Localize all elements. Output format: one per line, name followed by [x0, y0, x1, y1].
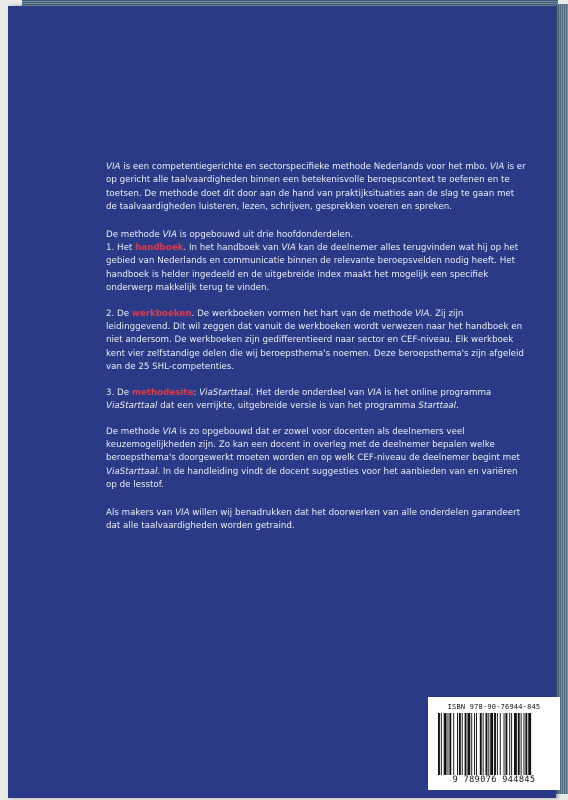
- werkboeken-highlight: werkboeken: [131, 308, 192, 319]
- barcode-bar: [504, 713, 505, 775]
- barcode-bar: [453, 713, 454, 775]
- barcode-bar: [471, 713, 472, 775]
- barcode-bar: [459, 713, 461, 775]
- barcode-bar: [494, 713, 496, 775]
- handboek-highlight: handboek: [135, 243, 184, 254]
- barcode-bar: [474, 713, 475, 775]
- barcode-bar: [488, 713, 489, 775]
- barcode-bar: [483, 713, 484, 775]
- barcode-bar: [467, 713, 470, 775]
- item-werkboeken: 2. De werkboeken. De werkboeken vormen het hart van de methode VIA. Zij zijn leidinggevend. Dit wil zeggen dat vanuit de werkboeken wordt verwezen naar het handboek en niet andersom. De werkboeken zijn gedifferentieerd naar sector en CEF-niveau. Elk werkboek kent vier zelfstandige delen die wij beroepsthema's noemen. Deze beroepsthema's zijn afgeleid van de 25 SHL-competenties.: [106, 308, 524, 373]
- barcode-label: [428, 697, 560, 790]
- barcode-bar: [486, 713, 488, 775]
- barcode-bar: [514, 713, 517, 775]
- barcode-bar: [448, 713, 449, 775]
- barcode-digits: 9 789076 944845: [452, 775, 536, 785]
- barcode-bar: [521, 713, 522, 775]
- methodesite-highlight: methodesite: [131, 387, 194, 398]
- barcode-bar: [509, 713, 510, 775]
- barcode-bar: [511, 713, 512, 775]
- barcode-bar: [444, 713, 447, 775]
- barcode-bar: [497, 713, 498, 775]
- page-edges-right: [554, 4, 568, 794]
- barcode-bar: [518, 713, 520, 775]
- barcode-bar: [476, 713, 477, 775]
- structure-line: De methode VIA is opgebouwd uit drie hoofdonderdelen.: [106, 229, 354, 240]
- barcode-bar: [480, 713, 482, 775]
- barcode-bar: [441, 713, 442, 775]
- barcode-bar: [525, 713, 527, 775]
- flexibility-paragraph: De methode VIA is zo opgebouwd dat er zowel voor docenten als deelnemers veel keuzemogelijkheden zijn. Zo kan een docent in overleg met de deelnemer bepalen welke beroepsthema's doorgewerkt moeten worden en op welk CEF-niveau de deelnemer begint met ViaStarttaal. In de handleiding vindt de docent suggesties voor het aanbieden van en variëren op de lesstof.: [106, 426, 520, 491]
- barcode-bar: [462, 713, 463, 775]
- item-handboek: 1. Het handboek. In het handboek van VIA kan de deelnemer alles terugvinden wat hij op het gebied van Nederlands en communicatie binnen de relevante beroepsvelden nodig heeft. Het handboek is helder ingedeeld en de uitgebreide index maakt het mogelijk een specifiek onderwerp makkelijk terug te vinden.: [106, 243, 519, 294]
- intro-paragraph: VIA is een competentiegerichte en sectorspecifieke methode Nederlands voor het mbo. VIA is er op gericht alle taalvaardigheden binnen een betekenisvolle beroepscontext te oefenen en te toetsen. De methode doet dit door aan de hand van praktijksituaties aan de slag te gaan met de taalvaardigheden luisteren, lezen, schrijven, gesprekken voeren en spreken.: [106, 162, 526, 213]
- isbn-text: ISBN 978-90-76944-845: [447, 703, 541, 711]
- barcode-bar: [490, 713, 493, 775]
- barcode-bar: [524, 713, 525, 775]
- barcode-bar: [438, 713, 440, 775]
- barcode-bar: [465, 713, 467, 775]
- blurb-text: [106, 161, 526, 547]
- barcode-bar: [505, 713, 507, 775]
- barcode-bar: [457, 713, 458, 775]
- barcode-bar: [528, 713, 531, 775]
- item-methodesite: 3. De methodesite: ViaStarttaal. Het derde onderdeel van VIA is het online programma ViaStarttaal dat een verrijkte, uitgebreide versie is van het programma Starttaal.: [106, 387, 492, 412]
- barcode-icon: [438, 713, 550, 775]
- barcode-bar: [500, 713, 501, 775]
- closing-paragraph: Als makers van VIA willen wij benadrukken dat het doorwerken van alle onderdelen garandeert dat alle taalvaardigheden worden getraind.: [106, 507, 521, 531]
- barcode-bar: [449, 713, 451, 775]
- book-back-cover: [8, 6, 556, 798]
